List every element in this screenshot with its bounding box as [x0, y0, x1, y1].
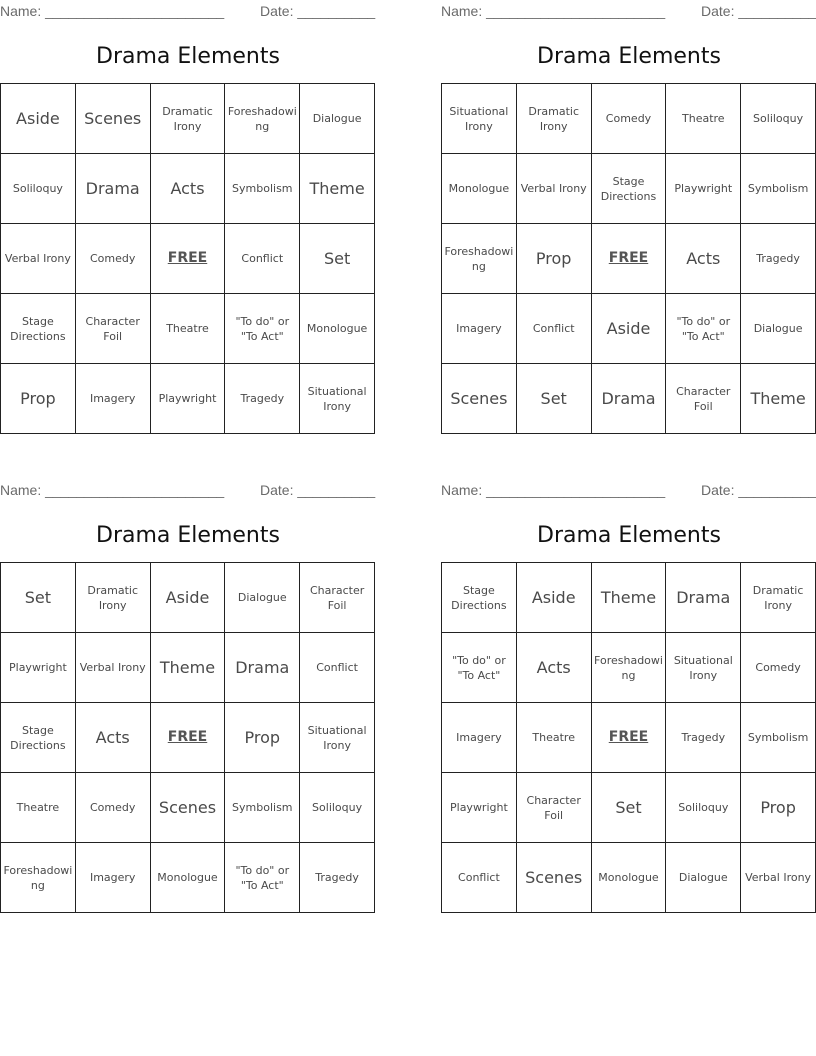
- bingo-cell: "To do" or "To Act": [666, 294, 741, 364]
- bingo-cell: Symbolism: [225, 154, 300, 224]
- bingo-cell: Foreshadowing: [1, 843, 76, 913]
- bingo-cell: Stage Directions: [442, 563, 517, 633]
- card-title: Drama Elements: [96, 44, 280, 69]
- bingo-cell: Theatre: [666, 84, 741, 154]
- bingo-cell: Theatre: [517, 703, 592, 773]
- bingo-cell: Comedy: [592, 84, 667, 154]
- card-header: [0, 0, 376, 22]
- card-title: Drama Elements: [537, 44, 721, 69]
- bingo-cell: Tragedy: [300, 843, 375, 913]
- card-title: Drama Elements: [96, 523, 280, 548]
- bingo-cell: Imagery: [442, 703, 517, 773]
- bingo-cell: Prop: [517, 224, 592, 294]
- bingo-cell: Comedy: [76, 224, 151, 294]
- bingo-cell: Character Foil: [76, 294, 151, 364]
- date-field-label: Date: __________: [701, 482, 816, 498]
- bingo-cell: "To do" or "To Act": [225, 843, 300, 913]
- bingo-cell: Tragedy: [225, 364, 300, 434]
- bingo-cell: Scenes: [517, 843, 592, 913]
- bingo-cell: Aside: [151, 563, 226, 633]
- bingo-cell: Set: [300, 224, 375, 294]
- name-field-label: Name: _______________________: [441, 482, 666, 498]
- bingo-cell: Foreshadowing: [225, 84, 300, 154]
- card-header: [441, 479, 816, 501]
- bingo-cell: Imagery: [442, 294, 517, 364]
- bingo-cell: Set: [517, 364, 592, 434]
- bingo-cell: Imagery: [76, 843, 151, 913]
- bingo-cell: Acts: [666, 224, 741, 294]
- bingo-cell: Foreshadowing: [442, 224, 517, 294]
- bingo-cell: "To do" or "To Act": [225, 294, 300, 364]
- bingo-cell: Monologue: [442, 154, 517, 224]
- bingo-cell: Drama: [76, 154, 151, 224]
- bingo-cell: Character Foil: [666, 364, 741, 434]
- bingo-cell: Comedy: [741, 633, 816, 703]
- bingo-grid: [441, 83, 816, 434]
- bingo-cell: Scenes: [76, 84, 151, 154]
- bingo-cell: Scenes: [442, 364, 517, 434]
- bingo-cell: Dialogue: [225, 563, 300, 633]
- bingo-cell: Prop: [741, 773, 816, 843]
- bingo-cell: Symbolism: [741, 703, 816, 773]
- bingo-cell: Situational Irony: [300, 364, 375, 434]
- bingo-cell: Dramatic Irony: [151, 84, 226, 154]
- date-field-label: Date: __________: [701, 3, 816, 19]
- bingo-cell: Playwright: [666, 154, 741, 224]
- bingo-cell: Drama: [225, 633, 300, 703]
- bingo-cell: Stage Directions: [1, 294, 76, 364]
- bingo-cell: Symbolism: [741, 154, 816, 224]
- bingo-cell: Conflict: [442, 843, 517, 913]
- bingo-cell: Situational Irony: [442, 84, 517, 154]
- bingo-cell: Comedy: [76, 773, 151, 843]
- free-space-cell: FREE: [592, 224, 667, 294]
- bingo-cell: Theme: [741, 364, 816, 434]
- bingo-cell: Aside: [517, 563, 592, 633]
- bingo-cell: Aside: [592, 294, 667, 364]
- bingo-cell: Symbolism: [225, 773, 300, 843]
- card-title: Drama Elements: [537, 523, 721, 548]
- card-header: [0, 479, 376, 501]
- name-field-label: Name: _______________________: [0, 482, 225, 498]
- bingo-cell: Dialogue: [741, 294, 816, 364]
- bingo-card-3: [0, 479, 376, 913]
- bingo-cell: Situational Irony: [300, 703, 375, 773]
- bingo-cell: Tragedy: [666, 703, 741, 773]
- bingo-cell: Theatre: [1, 773, 76, 843]
- bingo-cell: Dramatic Irony: [76, 563, 151, 633]
- bingo-grid: [0, 562, 375, 913]
- bingo-cell: Prop: [225, 703, 300, 773]
- date-field-label: Date: __________: [260, 3, 376, 19]
- bingo-cell: Soliloquy: [300, 773, 375, 843]
- free-space-cell: FREE: [151, 703, 226, 773]
- bingo-cell: Soliloquy: [1, 154, 76, 224]
- bingo-cell: Drama: [592, 364, 667, 434]
- bingo-cell: Prop: [1, 364, 76, 434]
- bingo-cell: Dialogue: [300, 84, 375, 154]
- bingo-cell: Stage Directions: [1, 703, 76, 773]
- bingo-cell: Verbal Irony: [517, 154, 592, 224]
- bingo-cell: Verbal Irony: [1, 224, 76, 294]
- bingo-cell: Playwright: [1, 633, 76, 703]
- bingo-cell: Foreshadowing: [592, 633, 667, 703]
- bingo-cell: "To do" or "To Act": [442, 633, 517, 703]
- bingo-cell: Theme: [592, 563, 667, 633]
- bingo-cell: Drama: [666, 563, 741, 633]
- bingo-grid: [0, 83, 375, 434]
- bingo-cell: Character Foil: [517, 773, 592, 843]
- bingo-cell: Soliloquy: [741, 84, 816, 154]
- bingo-cell: Playwright: [151, 364, 226, 434]
- bingo-cell: Conflict: [300, 633, 375, 703]
- bingo-cell: Verbal Irony: [76, 633, 151, 703]
- bingo-cell: Conflict: [517, 294, 592, 364]
- free-space-cell: FREE: [151, 224, 226, 294]
- bingo-cell: Scenes: [151, 773, 226, 843]
- bingo-cell: Imagery: [76, 364, 151, 434]
- bingo-card-4: [441, 479, 816, 913]
- bingo-cell: Theme: [300, 154, 375, 224]
- bingo-cell: Character Foil: [300, 563, 375, 633]
- bingo-cell: Theatre: [151, 294, 226, 364]
- bingo-cell: Playwright: [442, 773, 517, 843]
- bingo-cell: Monologue: [151, 843, 226, 913]
- bingo-cell: Monologue: [300, 294, 375, 364]
- bingo-cell: Situational Irony: [666, 633, 741, 703]
- bingo-card-1: [0, 0, 376, 434]
- bingo-cell: Acts: [517, 633, 592, 703]
- bingo-cell: Set: [592, 773, 667, 843]
- free-space-cell: FREE: [592, 703, 667, 773]
- bingo-cell: Theme: [151, 633, 226, 703]
- date-field-label: Date: __________: [260, 482, 376, 498]
- bingo-cell: Stage Directions: [592, 154, 667, 224]
- bingo-cell: Dramatic Irony: [517, 84, 592, 154]
- bingo-cell: Monologue: [592, 843, 667, 913]
- bingo-cell: Tragedy: [741, 224, 816, 294]
- name-field-label: Name: _______________________: [0, 3, 225, 19]
- bingo-cell: Acts: [76, 703, 151, 773]
- name-field-label: Name: _______________________: [441, 3, 666, 19]
- bingo-cell: Set: [1, 563, 76, 633]
- bingo-grid: [441, 562, 816, 913]
- bingo-card-2: [441, 0, 816, 434]
- card-header: [441, 0, 816, 22]
- bingo-cell: Soliloquy: [666, 773, 741, 843]
- bingo-cell: Dialogue: [666, 843, 741, 913]
- bingo-cell: Acts: [151, 154, 226, 224]
- bingo-cell: Dramatic Irony: [741, 563, 816, 633]
- bingo-cell: Verbal Irony: [741, 843, 816, 913]
- bingo-cell: Conflict: [225, 224, 300, 294]
- bingo-cell: Aside: [1, 84, 76, 154]
